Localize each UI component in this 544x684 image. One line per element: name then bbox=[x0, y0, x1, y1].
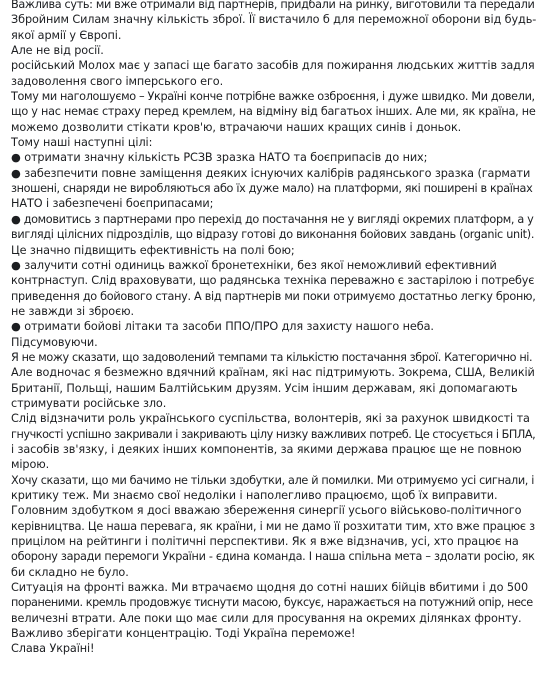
post-text-line: контрнаступ. Слід враховувати, що радянська техніка переважно є застарілою і потребує bbox=[11, 274, 535, 288]
post-text-line: ● отримати бойові літаки та засоби ППО/ПРО для захисту нашого неба. bbox=[11, 320, 434, 334]
post-text-line: Це значно підвищить ефективність на полі бою; bbox=[11, 243, 295, 257]
post-text-line: би складно не було. bbox=[11, 565, 129, 579]
post-text-line: Ситуація на фронті важка. Ми втрачаємо щодня до сотні наших бійців вбитими і до 500 bbox=[11, 581, 529, 595]
post-text-line: прицілом на рейтинги і політичні перспективи. Як я вже відзначив, усі, хто працює на bbox=[11, 535, 519, 549]
post-text-line: і засобів зв'язку, і деяких інших компонентів, за якими держава працює ще не повною bbox=[11, 442, 522, 456]
post-text-line: ● домовитись з партнерами про перехід до постачання не у вигляді окремих платформ, а у bbox=[11, 212, 534, 226]
post-text-line: Слава Україні! bbox=[11, 642, 95, 656]
post-text-line: Тому наші наступні цілі: bbox=[11, 136, 153, 150]
post-text-line: гнучкості успішно закривали і закривають цілу низку важливих потреб. Це стосується і БПЛА, bbox=[11, 427, 536, 441]
post-text-line: що у нас немає страху перед кремлем, на відміну від багатьох інших. Але ми, як країна, не bbox=[11, 105, 536, 119]
post-text-line: приведення до бойового стану. А від партнерів ми поки отримуємо достатньо легку броню, bbox=[11, 289, 536, 303]
post-text-line: задоволення свого імперського его. bbox=[11, 74, 224, 88]
post-text-line: ● залучити сотні одиниць важкої бронетехніки, без якої неможливий ефективний bbox=[11, 258, 497, 272]
post-text-line: Британії, Польщі, нашим Балтійським друзям. Усім іншим державам, які допомагають bbox=[11, 381, 518, 395]
post-text-line: можемо дозволити стікати кров'ю, втрачаючи наших кращих синів і доньок. bbox=[11, 120, 462, 134]
post-text-line: Але не від росії. bbox=[11, 44, 104, 58]
post-text-line: Важлива суть: ми вже отримали від партнерів, придбали на ринку, виготовили та передали bbox=[11, 0, 535, 11]
post-text-line: Підсумовуючи. bbox=[11, 335, 98, 349]
post-text-line: ● отримати значну кількість РСЗВ зразка НАТО та боєприпасів до них; bbox=[11, 151, 428, 165]
post-text-line: Тому ми наголошуємо – Україні конче потрібне важке озброєння, і дуже швидко. Ми довели, bbox=[11, 90, 535, 104]
post-text-line: Але водночас я безмежно вдячний країнам, які нас підтримують. Зокрема, США, Великій bbox=[11, 366, 535, 380]
post-text-line: НАТО і забезпечені боєприпасами; bbox=[11, 197, 214, 211]
post-text-line: якої армії у Європі. bbox=[11, 28, 122, 42]
post-text-line: зношені, снаряди не виробляються або їх дуже мало) на платформи, які поширені в країнах bbox=[11, 182, 533, 196]
post-text-line: критику теж. Ми знаємо свої недоліки і наполегливо працюємо, щоб їх виправити. bbox=[11, 489, 498, 502]
post-text-line: Хочу сказати, що ми бачимо не тільки здобутки, але й помилки. Ми отримуємо усі сигнали, і bbox=[11, 473, 535, 487]
post-text-line: Я не можу сказати, що задоволений темпами та кількістю постачання зброї. Категорично ні. bbox=[11, 350, 533, 364]
post-text-line: Важливо зберігати концентрацію. Тоді Україна переможе! bbox=[11, 627, 356, 641]
post-text-line: Слід відзначити роль українського суспільства, волонтерів, які за рахунок швидкості та bbox=[11, 412, 530, 426]
post-text-line: стримувати російське зло. bbox=[11, 396, 167, 410]
post-text-line: пораненими. кремль продовжує тиснути масою, буксує, наражається на потужний опір, несе bbox=[11, 596, 533, 610]
post-text-line: ● забезпечити повне заміщення деяких існуючих калібрів радянського зразка (гармати bbox=[11, 166, 531, 180]
post-text-line: величезні втрати. Але поки що має сили для просування на окремих ділянках фронту. bbox=[11, 611, 522, 625]
post-text-line: Збройним Силам значну кількість зброї. Її вистачило б для переможної оборони від будь- bbox=[11, 13, 537, 27]
post-text-line: оборону заради перемоги України - єдина команда. І наша спільна мета – здолати росію, як bbox=[11, 550, 535, 564]
post-text-line: не завжди зі зброєю. bbox=[11, 304, 135, 318]
post-text-line: мірою. bbox=[11, 458, 50, 472]
post-text-line: керівництва. Це наша перевага, як країни, і ми не дамо її розхитати тим, хто вже працює з bbox=[11, 519, 535, 533]
post-text-line: російський Молох має у запасі ще багато засобів для пожирання людських життів задля bbox=[11, 59, 535, 73]
post-text-line: вигляді цілісних підрозділів, що відразу готові до виконання бойових завдань (organic unit). bbox=[11, 228, 535, 242]
post-text-line: Головним здобутком я досі вважаю збереження синергії усього військово-політичного bbox=[11, 504, 522, 518]
